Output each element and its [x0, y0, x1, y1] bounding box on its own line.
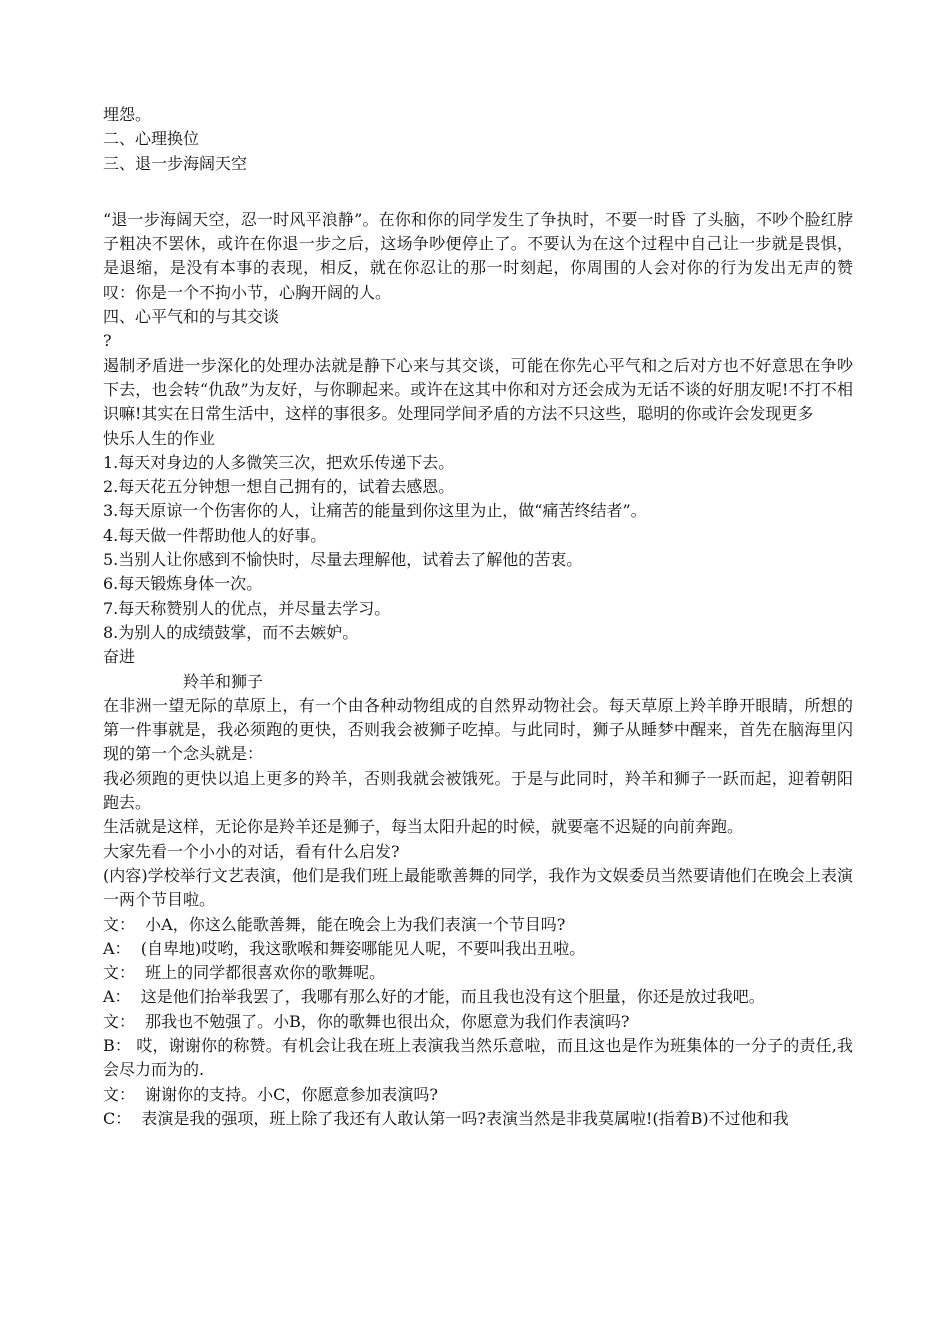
text-line: 三、退一步海阔天空 — [103, 153, 248, 173]
text-line: 8.为别人的成绩鼓掌，而不去嫉妒。 — [103, 622, 359, 642]
text-line: 奋进 — [103, 647, 136, 667]
text-line: 四、心平气和的与其交谈 — [103, 307, 280, 327]
text-line: 快乐人生的作业 — [103, 428, 216, 448]
text-line: C： 表演是我的强项，班上除了我还有人敢认第一吗?表演当然是非我莫属啦!(指着B)不过他和我 — [103, 1108, 789, 1128]
paragraph: (内容)学校举行文艺表演，他们是我们班上最能歌善舞的同学，我作为文娱委员当然要请他们在晚会上表演一两个节目啦。 — [103, 865, 853, 910]
text-line: 埋怨。 — [103, 105, 152, 124]
text-line: 2.每天花五分钟想一想自己拥有的，试着去感恩。 — [103, 477, 455, 497]
text-line: A： 这是他们抬举我罢了，我哪有那么好的才能，而且我也没有这个胆量，你还是放过我吧。 — [103, 987, 765, 1007]
text-line: A： (自卑地)哎哟，我这歌喉和舞姿哪能见人呢，不要叫我出丑啦。 — [103, 938, 586, 958]
text-line: 生活就是这样，无论你是羚羊还是狮子，每当太阳升起的时候，就要毫不迟疑的向前奔跑。 — [103, 817, 744, 837]
text-line: 5.当别人让你感到不愉快时，尽量去理解他，试着去了解他的苦衷。 — [103, 550, 583, 570]
text-line: 文： 那我也不勉强了。小B，你的歌舞也很出众，你愿意为我们作表演吗? — [103, 1011, 630, 1031]
text-line: 文： 小A，你这么能歌善舞，能在晚会上为我们表演一个节目吗? — [103, 914, 566, 934]
text-line: 7.每天称赞别人的优点，并尽量去学习。 — [103, 598, 391, 618]
text-line: 二、心理换位 — [103, 129, 200, 149]
text-line: ? — [103, 331, 112, 351]
text-line: 4.每天做一件帮助他人的好事。 — [103, 525, 327, 545]
paragraph: 在非洲一望无际的草原上，有一个由各种动物组成的自然界动物社会。每天草原上羚羊睁开眼睛，所想的第一件事就是，我必须跑的更快，否则我会被狮子吃掉。与此同时，狮子从睡梦中醒来，首先在脑海里闪现的第一个念头就是： — [103, 695, 853, 764]
text-line: 3.每天原谅一个伤害你的人，让痛苦的能量到你这里为止，做“痛苦终结者”。 — [103, 501, 647, 521]
text-line: 文： 谢谢你的支持。小C，你愿意参加表演吗? — [103, 1084, 438, 1104]
text-line: 大家先看一个小小的对话，看有什么启发? — [103, 841, 400, 861]
text-line: 文： 班上的同学都很喜欢你的歌舞呢。 — [103, 963, 386, 983]
paragraph: “退一步海阔天空，忍一时风平浪静”。在你和你的同学发生了争执时，不要一时昏 了头脑，不吵个脸红脖子粗决不罢休，或许在你退一步之后，这场争吵便停止了。不要认为在这个过程中自己让一步就是畏惧，是退缩，是没有本事的表现，相反，就在你忍让的那一时刻起，你周围的人会对你的行为发出无声的赞叹：你是一个不拘小节，心胸开阔的人。 — [103, 209, 853, 302]
document-page — [103, 103, 853, 1131]
text-line: 6.每天锻炼身体一次。 — [103, 574, 263, 594]
paragraph: 我必须跑的更快以追上更多的羚羊，否则我就会被饿死。于是与此同时，羚羊和狮子一跃而起，迎着朝阳跑去。 — [103, 768, 853, 813]
blank-line — [103, 176, 853, 208]
paragraph: 遏制矛盾进一步深化的处理办法就是静下心来与其交谈，可能在你先心平气和之后对方也不好意思在争吵下去，也会转“仇敌”为友好，与你聊起来。或许在这其中你和对方还会成为无话不谈的好朋友呢!不打不相识嘛!其实在日常生活中，这样的事很多。处理同学间矛盾的方法不只这些，聪明的你或许会发现更多 — [103, 355, 853, 424]
paragraph: B： 哎，谢谢你的称赞。有机会让我在班上表演我当然乐意啦，而且这也是作为班集体的一分子的责任,我会尽力而为的. — [103, 1035, 853, 1080]
text-line: 1.每天对身边的人多微笑三次，把欢乐传递下去。 — [103, 452, 455, 472]
story-title: 羚羊和狮子 — [183, 671, 264, 691]
